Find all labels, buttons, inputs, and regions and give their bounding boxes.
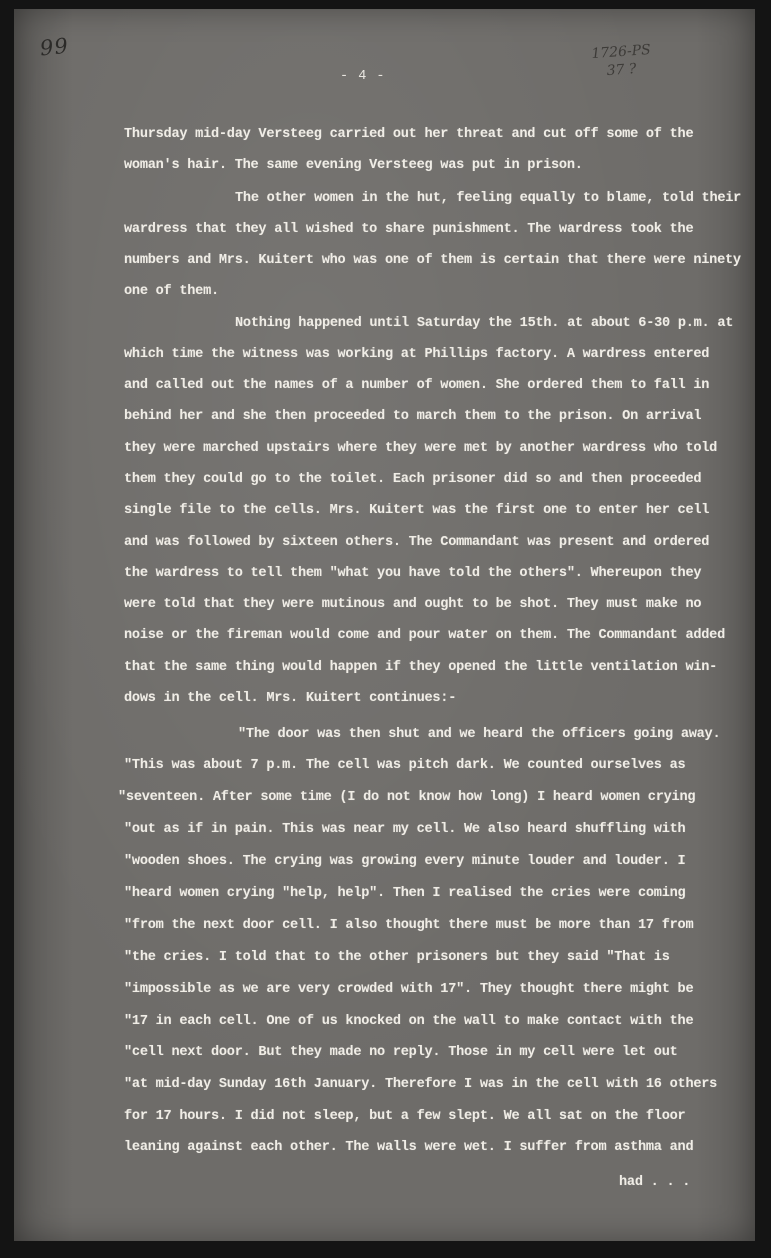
text-line: Thursday mid-day Versteeg carried out her threat and cut off some of the	[124, 127, 694, 142]
text-line: and was followed by sixteen others. The Commandant was present and ordered	[124, 535, 710, 550]
text-line: "cell next door. But they made no reply. Those in my cell were let out	[124, 1045, 678, 1060]
document-page	[14, 9, 755, 1241]
text-line: behind her and she then proceeded to march them to the prison. On arrival	[124, 409, 702, 424]
text-line: "heard women crying "help, help". Then I realised the cries were coming	[124, 886, 686, 901]
text-line: "out as if in pain. This was near my cell. We also heard shuffling with	[124, 822, 686, 837]
text-line: "from the next door cell. I also thought there must be more than 17 from	[124, 918, 694, 933]
text-line: "The door was then shut and we heard the officers going away.	[238, 727, 721, 742]
text-line: and called out the names of a number of women. She ordered them to fall in	[124, 378, 710, 393]
text-line: "the cries. I told that to the other prisoners but they said "That is	[124, 950, 670, 965]
text-line: they were marched upstairs where they were met by another wardress who told	[124, 441, 718, 456]
text-line: were told that they were mutinous and ought to be shot. They must make no	[124, 597, 702, 612]
text-line: "wooden shoes. The crying was growing every minute louder and louder. I	[124, 854, 686, 869]
text-line: leaning against each other. The walls were wet. I suffer from asthma and	[124, 1140, 694, 1155]
text-line: single file to the cells. Mrs. Kuitert was the first one to enter her cell	[124, 503, 710, 518]
text-line: "seventeen. After some time (I do not know how long) I heard women crying	[118, 790, 696, 805]
text-line: had . . .	[619, 1175, 691, 1190]
text-line: for 17 hours. I did not sleep, but a few slept. We all sat on the floor	[124, 1109, 686, 1124]
text-line: "at mid-day Sunday 16th January. Therefore I was in the cell with 16 others	[124, 1077, 718, 1092]
text-line: dows in the cell. Mrs. Kuitert continues:-	[124, 691, 457, 706]
text-line: "impossible as we are very crowded with 17". They thought there might be	[124, 982, 694, 997]
text-line: The other women in the hut, feeling equally to blame, told their	[235, 191, 742, 206]
text-line: "This was about 7 p.m. The cell was pitch dark. We counted ourselves as	[124, 758, 686, 773]
text-line: Nothing happened until Saturday the 15th. at about 6-30 p.m. at	[235, 316, 734, 331]
handwritten-reference	[591, 41, 653, 81]
text-line: the wardress to tell them "what you have told the others". Whereupon they	[124, 566, 702, 581]
text-line: which time the witness was working at Phillips factory. A wardress entered	[124, 347, 710, 362]
reference-line-2: 37 ?	[606, 61, 637, 80]
text-line: "17 in each cell. One of us knocked on the wall to make contact with the	[124, 1014, 694, 1029]
text-line: wardress that they all wished to share punishment. The wardress took the	[124, 222, 694, 237]
text-line: that the same thing would happen if they opened the little ventilation win-	[124, 660, 718, 675]
page-number: - 4 -	[340, 69, 386, 84]
text-line: numbers and Mrs. Kuitert who was one of them is certain that there were ninety	[124, 253, 741, 268]
reference-line-1: 1726-PS	[590, 41, 652, 63]
text-line: woman's hair. The same evening Versteeg was put in prison.	[124, 158, 583, 173]
text-line: noise or the fireman would come and pour water on them. The Commandant added	[124, 628, 725, 643]
handwritten-folio-number: 99	[38, 33, 70, 61]
text-line: one of them.	[124, 284, 219, 299]
text-line: them they could go to the toilet. Each prisoner did so and then proceeded	[124, 472, 702, 487]
